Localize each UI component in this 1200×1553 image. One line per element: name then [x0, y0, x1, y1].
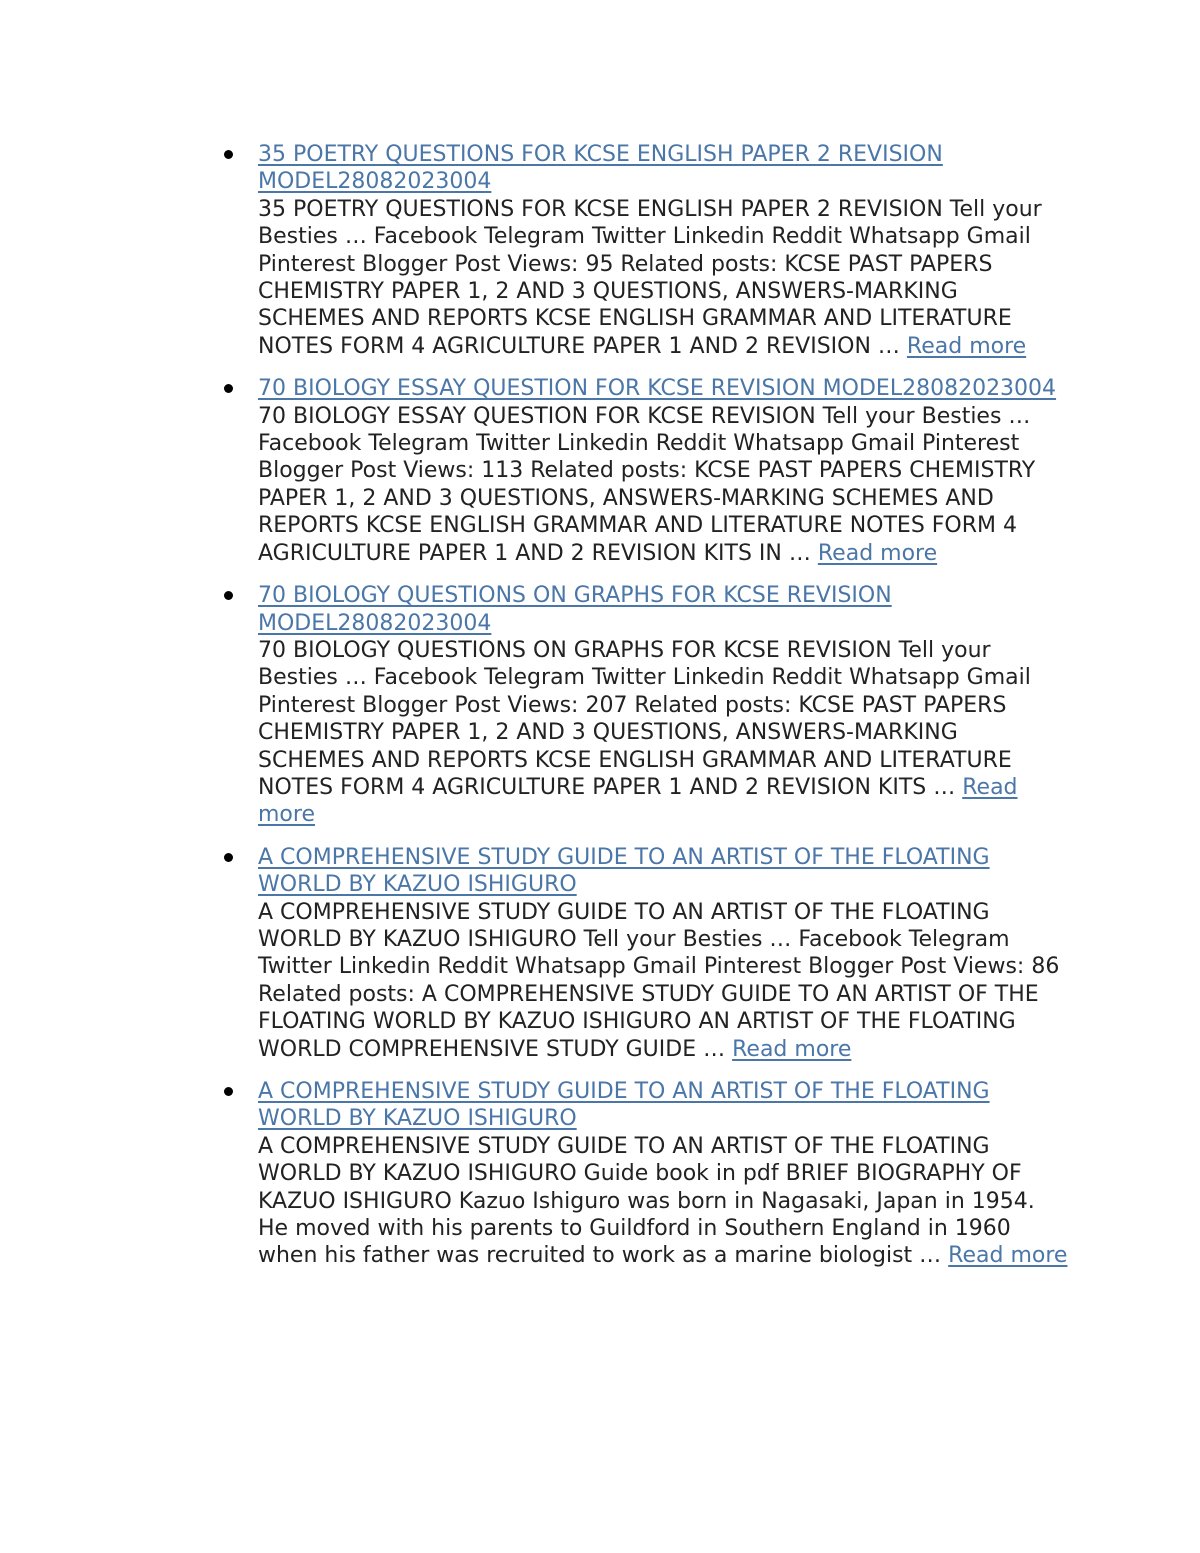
list-item [258, 375, 1068, 567]
post-excerpt-text: 70 BIOLOGY QUESTIONS ON GRAPHS FOR KCSE REVISION Tell your Besties … Facebook Telegram Twitter Linkedin Reddit Whatsapp Gmail Pinterest Blogger Post Views: 207 Related posts: KCSE PAST PAPERS CHEMISTRY PAPER 1, 2 AND 3 QUESTIONS, ANSWERS-MARKING SCHEMES AND REPORTS KCSE ENGLISH GRAMMAR AND LITERATURE NOTES FORM 4 AGRICULTURE PAPER 1 AND 2 REVISION KITS … [258, 637, 1031, 800]
list-item [258, 141, 1068, 360]
bullet-icon [224, 384, 233, 393]
bullet-icon [224, 150, 233, 159]
read-more-link[interactable]: Read more [817, 540, 938, 566]
bullet-icon [224, 1087, 233, 1096]
related-posts-list [258, 141, 1068, 1285]
post-excerpt-text: A COMPREHENSIVE STUDY GUIDE TO AN ARTIST OF THE FLOATING WORLD BY KAZUO ISHIGURO Guide book in pdf BRIEF BIOGRAPHY OF KAZUO ISHIGURO Kazuo Ishiguro was born in Nagasaki, Japan in 1954. He moved with his parents to Guildford in Southern England in 1960 when his father was recruited to work as a marine biologist … [258, 1133, 1035, 1269]
post-excerpt [258, 637, 1068, 829]
read-more-link[interactable]: Read more [732, 1036, 852, 1062]
read-more-link[interactable]: Read more [906, 333, 1027, 359]
post-excerpt [258, 1133, 1068, 1270]
post-title-link[interactable]: 35 POETRY QUESTIONS FOR KCSE ENGLISH PAPER 2 REVISION MODEL28082023004 [258, 142, 943, 195]
list-item [258, 1078, 1068, 1270]
post-excerpt-text: A COMPREHENSIVE STUDY GUIDE TO AN ARTIST OF THE FLOATING WORLD BY KAZUO ISHIGURO Tell your Besties … Facebook Telegram Twitter Linkedin Reddit Whatsapp Gmail Pinterest Blogger Post Views: 86 Related posts: A COMPREHENSIVE STUDY GUIDE TO AN ARTIST OF THE FLOATING WORLD BY KAZUO ISHIGURO AN ARTIST OF THE FLOATING WORLD COMPREHENSIVE STUDY GUIDE … [258, 899, 1060, 1062]
post-title-link[interactable]: A COMPREHENSIVE STUDY GUIDE TO AN ARTIST OF THE FLOATING WORLD BY KAZUO ISHIGURO [258, 844, 990, 898]
post-excerpt [258, 403, 1068, 567]
post-title-link[interactable]: 70 BIOLOGY QUESTIONS ON GRAPHS FOR KCSE REVISION MODEL28082023004 [258, 583, 892, 636]
post-title-link[interactable]: 70 BIOLOGY ESSAY QUESTION FOR KCSE REVISION MODEL28082023004 [258, 376, 1057, 402]
post-title-link[interactable]: A COMPREHENSIVE STUDY GUIDE TO AN ARTIST OF THE FLOATING WORLD BY KAZUO ISHIGURO [258, 1079, 990, 1132]
post-excerpt [258, 196, 1068, 360]
bullet-icon [224, 853, 233, 862]
read-more-link[interactable]: Read more [258, 774, 1018, 828]
post-excerpt-text: 35 POETRY QUESTIONS FOR KCSE ENGLISH PAPER 2 REVISION Tell your Besties … Facebook Telegram Twitter Linkedin Reddit Whatsapp Gmail Pinterest Blogger Post Views: 95 Related posts: KCSE PAST PAPERS CHEMISTRY PAPER 1, 2 AND 3 QUESTIONS, ANSWERS-MARKING SCHEMES AND REPORTS KCSE ENGLISH GRAMMAR AND LITERATURE NOTES FORM 4 AGRICULTURE PAPER 1 AND 2 REVISION … [258, 196, 1042, 359]
post-excerpt-text: 70 BIOLOGY ESSAY QUESTION FOR KCSE REVISION Tell your Besties … Facebook Telegram Twitter Linkedin Reddit Whatsapp Gmail Pinterest Blogger Post Views: 113 Related posts: KCSE PAST PAPERS CHEMISTRY PAPER 1, 2 AND 3 QUESTIONS, ANSWERS-MARKING SCHEMES AND REPORTS KCSE ENGLISH GRAMMAR AND LITERATURE NOTES FORM 4 AGRICULTURE PAPER 1 AND 2 REVISION KITS IN … [258, 403, 1036, 566]
post-excerpt [258, 899, 1068, 1063]
read-more-link[interactable]: Read more [948, 1243, 1068, 1269]
list-item [258, 844, 1068, 1063]
bullet-icon [224, 591, 233, 600]
list-item [258, 582, 1068, 829]
